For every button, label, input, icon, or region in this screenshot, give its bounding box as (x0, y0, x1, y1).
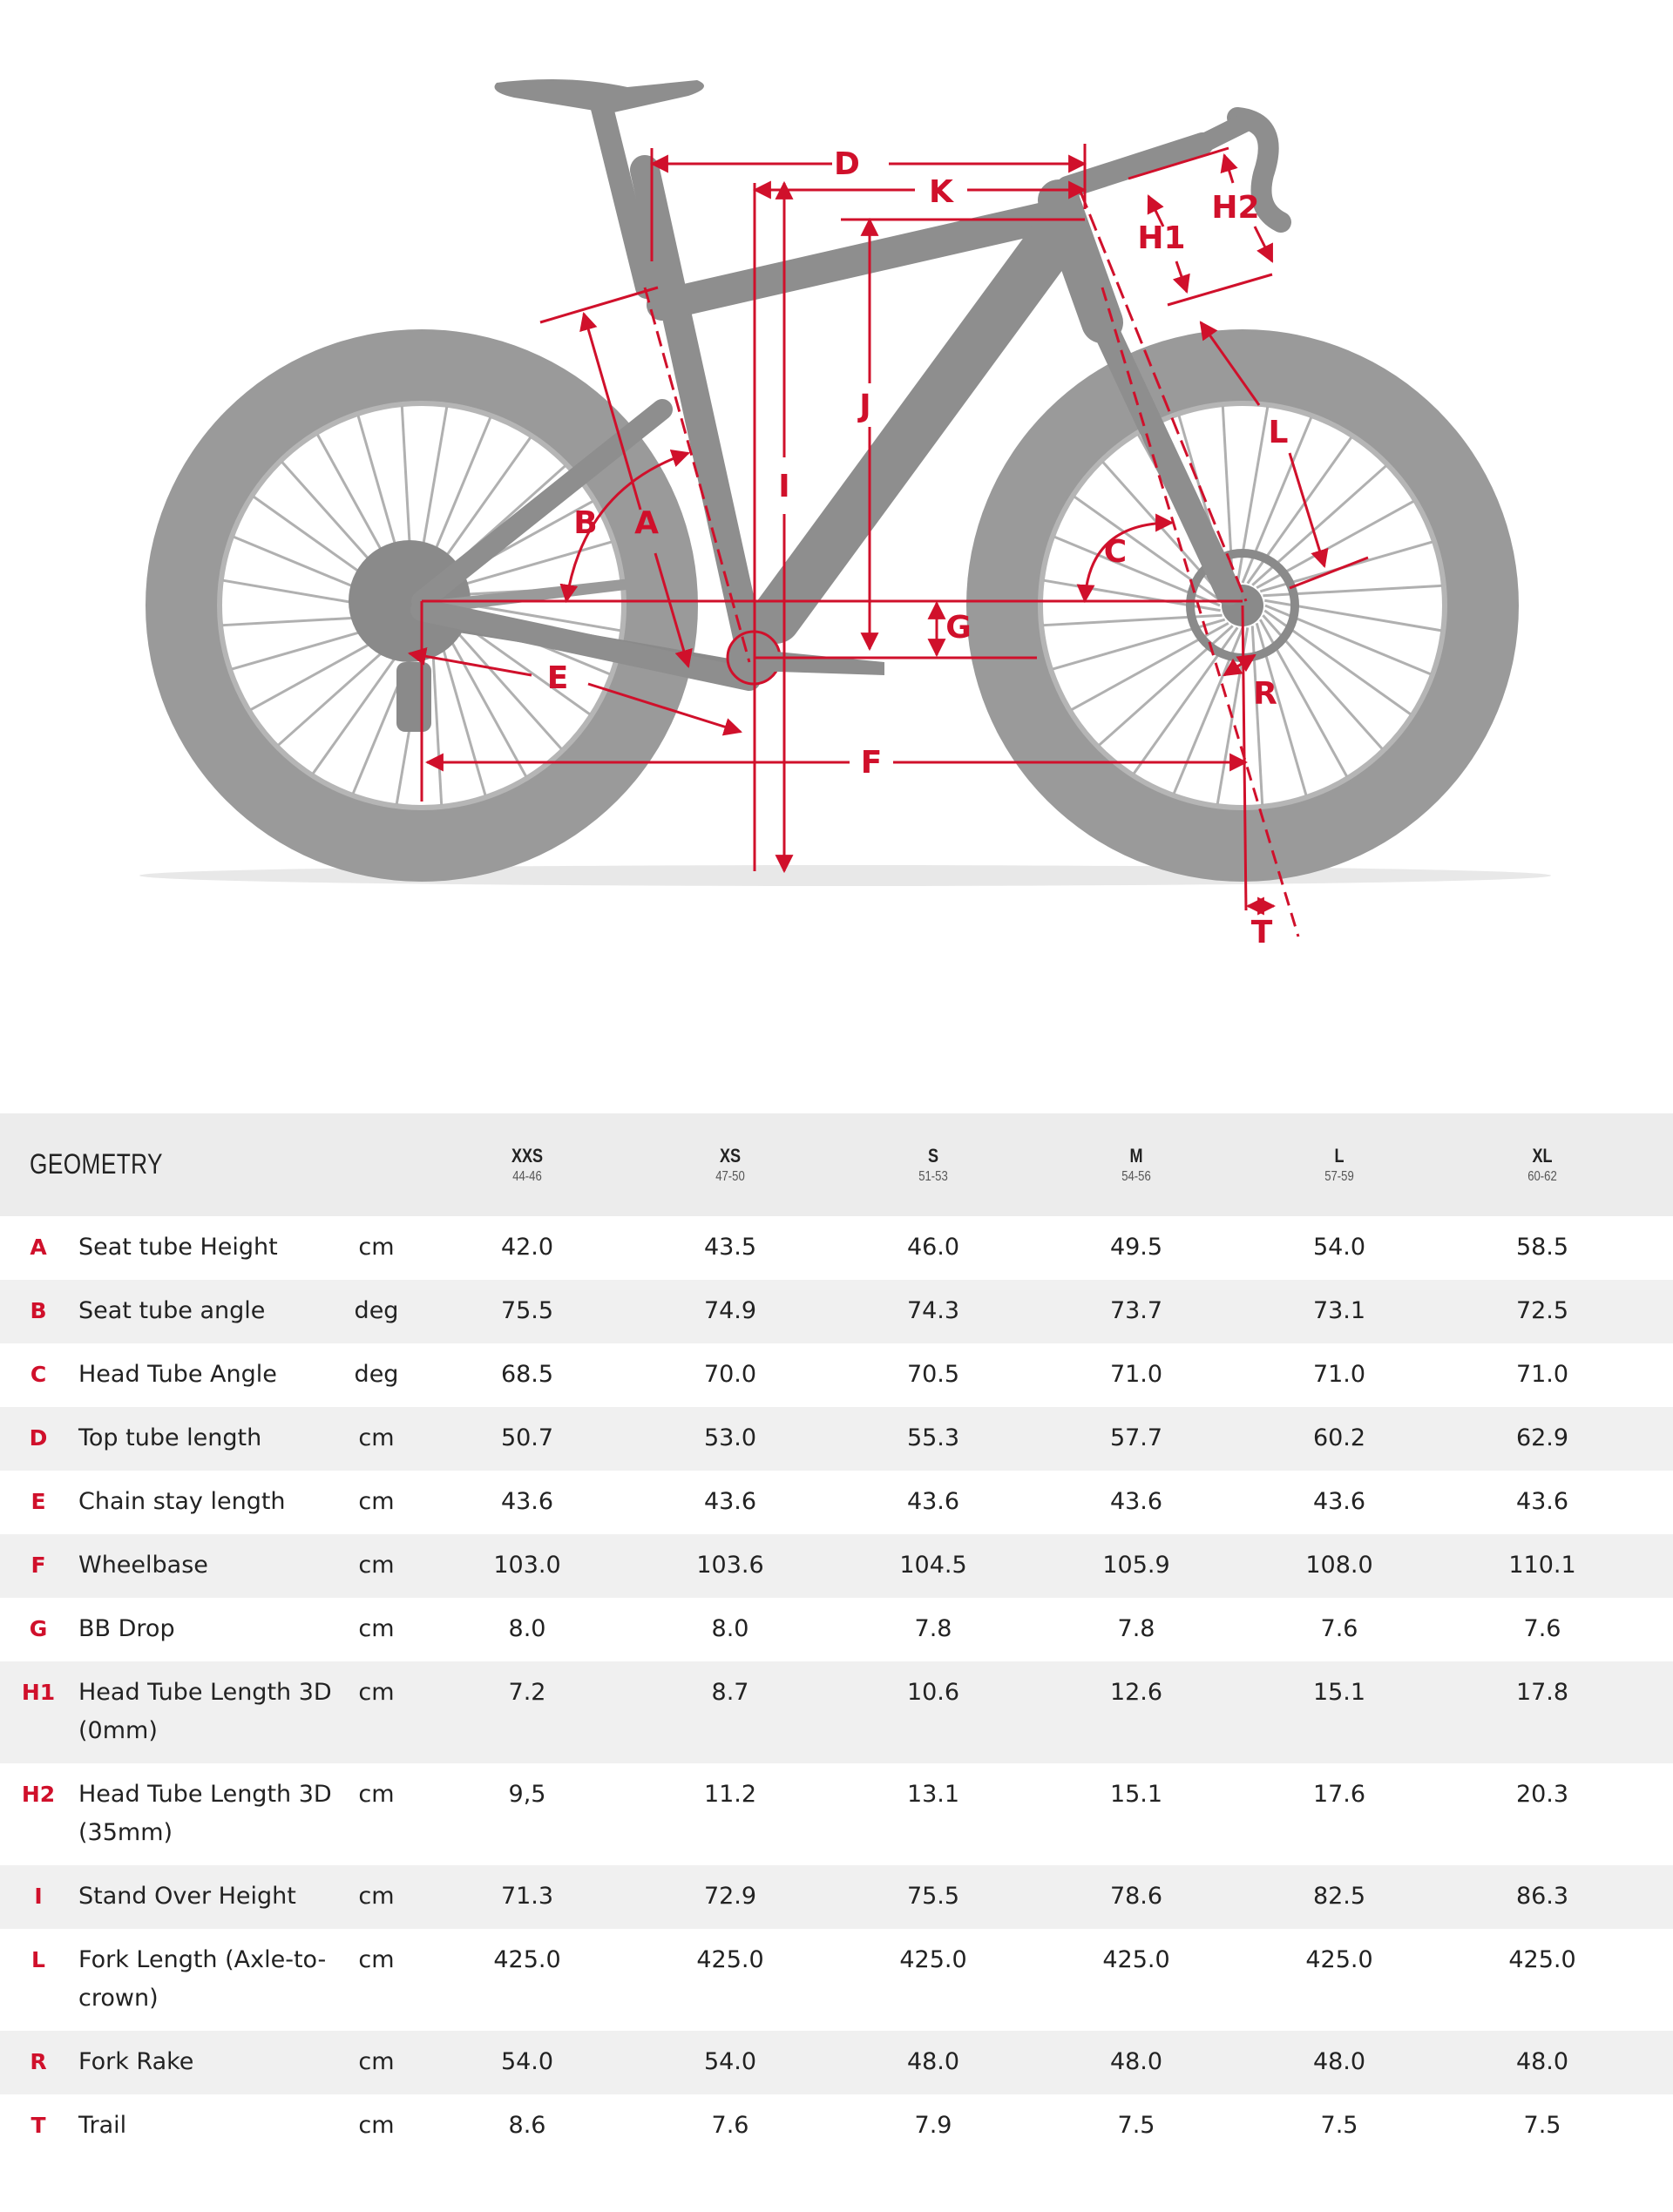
size-name: L (1334, 1145, 1344, 1167)
geometry-table-header (0, 1113, 1673, 1216)
measurement-value-text: 110.1 (1508, 1552, 1576, 1579)
label-G: G (945, 610, 972, 646)
measurement-value-text: 8.6 (508, 2112, 546, 2139)
measurement-value-text: 7.5 (1117, 2112, 1155, 2139)
measurement-value-text: 8.0 (711, 1615, 749, 1642)
measurement-value-text: 75.5 (906, 1883, 960, 1910)
measurement-value-text: 425.0 (696, 1946, 764, 1973)
label-J: J (859, 389, 871, 424)
label-L: L (1268, 415, 1289, 450)
measurement-value-text: 43.5 (703, 1234, 757, 1261)
size-header-m (1049, 1145, 1223, 1185)
crank-arm (749, 649, 884, 675)
measurement-value-text: 71.0 (1515, 1361, 1569, 1388)
table-row (0, 2031, 1673, 2094)
measurement-value-text: 7.5 (1523, 2112, 1561, 2139)
saddle (495, 79, 705, 113)
size-name: XXS (511, 1145, 544, 1167)
size-name: M (1129, 1145, 1143, 1167)
measurement-value-text: 17.8 (1515, 1679, 1569, 1706)
measurement-value-text: 60.2 (1312, 1424, 1366, 1451)
dimension-letter-text: I (34, 1884, 43, 1909)
bike-geometry-diagram (0, 0, 1673, 984)
size-name: S (927, 1145, 939, 1167)
measurement-unit-text: cm (358, 1488, 395, 1515)
measurement-value-text: 42.0 (500, 1234, 554, 1261)
size-name: XS (719, 1145, 742, 1167)
measurement-unit-text: cm (358, 1679, 395, 1706)
measurement-value-text: 58.5 (1515, 1234, 1569, 1261)
table-row (0, 2094, 1673, 2158)
measurement-value-text: 57.7 (1109, 1424, 1163, 1451)
measurement-value-text: 43.6 (1515, 1488, 1569, 1515)
size-name: XL (1532, 1145, 1553, 1167)
measurement-value-text: 74.9 (703, 1297, 757, 1324)
measurement-value-text: 70.0 (703, 1361, 757, 1388)
measurement-unit-text: cm (358, 1883, 395, 1910)
measurement-value-text: 7.5 (1320, 2112, 1358, 2139)
measurement-name: BB Drop (78, 1615, 175, 1642)
dimension-letter-text: H2 (21, 1782, 56, 1807)
label-D: D (834, 146, 860, 182)
measurement-value-text: 7.6 (1320, 1615, 1358, 1642)
dimension-letter-text: T (30, 2113, 46, 2138)
measurement-value-text: 74.3 (906, 1297, 960, 1324)
measurement-unit-text: cm (358, 1552, 395, 1579)
measurement-name: Trail (78, 2112, 127, 2139)
measurement-value-text: 12.6 (1109, 1679, 1163, 1706)
table-row (0, 1216, 1673, 1280)
size-header-s (846, 1145, 1020, 1185)
measurement-unit-text: cm (358, 1234, 395, 1261)
measurement-value-text: 43.6 (906, 1488, 960, 1515)
measurement-value-text: 20.3 (1515, 1781, 1569, 1808)
measurement-value-text: 53.0 (703, 1424, 757, 1451)
measurement-value-text: 11.2 (703, 1781, 757, 1808)
measurement-value-text: 8.7 (711, 1679, 749, 1706)
measurement-value-text: 48.0 (1109, 2048, 1163, 2075)
measurement-value-text: 43.6 (703, 1488, 757, 1515)
size-range: 57-59 (1324, 1169, 1354, 1184)
size-range: 44-46 (512, 1169, 542, 1184)
measurement-value-text: 43.6 (500, 1488, 554, 1515)
measurement-value-text: 55.3 (906, 1424, 960, 1451)
label-I: I (778, 469, 790, 504)
measurement-name: Fork Rake (78, 2048, 194, 2075)
measurement-value-text: 7.6 (711, 2112, 749, 2139)
measurement-name: Seat tube Height (78, 1234, 278, 1261)
table-row (0, 1280, 1673, 1343)
measurement-value-text: 68.5 (500, 1361, 554, 1388)
dimension-letter-text: R (30, 2049, 47, 2074)
measurement-value-text: 9,5 (508, 1781, 546, 1808)
measurement-value-text: 425.0 (1305, 1946, 1373, 1973)
measurement-name: Seat tube angle (78, 1297, 266, 1324)
table-row (0, 1534, 1673, 1598)
dimension-letter-text: L (31, 1947, 45, 1972)
measurement-value-text: 104.5 (899, 1552, 967, 1579)
label-C: C (1103, 534, 1128, 570)
table-row (0, 1407, 1673, 1471)
measurement-unit-text: cm (358, 2048, 395, 2075)
label-H1: H1 (1137, 220, 1186, 256)
measurement-value-text: 13.1 (906, 1781, 960, 1808)
measurement-value-text: 43.6 (1109, 1488, 1163, 1515)
measurement-value-text: 103.6 (696, 1552, 764, 1579)
measurement-value-text: 425.0 (1508, 1946, 1576, 1973)
measurement-value-text: 105.9 (1102, 1552, 1170, 1579)
measurement-value-text: 78.6 (1109, 1883, 1163, 1910)
measurement-value-text: 7.2 (508, 1679, 546, 1706)
label-B: B (573, 505, 598, 541)
dimension-letter-text: D (29, 1425, 48, 1451)
table-row (0, 1929, 1673, 2031)
table-row (0, 1661, 1673, 1763)
table-row (0, 1598, 1673, 1661)
measurement-value-text: 48.0 (1515, 2048, 1569, 2075)
measurement-value-text: 82.5 (1312, 1883, 1366, 1910)
label-F: F (860, 745, 883, 781)
measurement-value-text: 43.6 (1312, 1488, 1366, 1515)
measurement-unit-text: deg (354, 1361, 399, 1388)
dimension-letter-text: C (30, 1362, 47, 1387)
measurement-value-text: 70.5 (906, 1361, 960, 1388)
label-T: T (1250, 915, 1273, 950)
measurement-value-text: 71.0 (1312, 1361, 1366, 1388)
measurement-value-text: 72.9 (703, 1883, 757, 1910)
measurement-value-text: 108.0 (1305, 1552, 1373, 1579)
measurement-value-text: 17.6 (1312, 1781, 1366, 1808)
measurement-value-text: 54.0 (1312, 1234, 1366, 1261)
size-header-xs (643, 1145, 817, 1185)
measurement-value-text: 72.5 (1515, 1297, 1569, 1324)
dimension-letter-text: H1 (21, 1680, 56, 1705)
measurement-value-text: 15.1 (1109, 1781, 1163, 1808)
measurement-value-text: 7.8 (1117, 1615, 1155, 1642)
measurement-value-text: 7.8 (914, 1615, 952, 1642)
size-range: 60-62 (1527, 1169, 1557, 1184)
measurement-value-text: 425.0 (1102, 1946, 1170, 1973)
measurement-value-text: 7.9 (914, 2112, 952, 2139)
measurement-value-text: 48.0 (906, 2048, 960, 2075)
dimension-letter-text: E (30, 1489, 46, 1514)
measurement-value-text: 425.0 (899, 1946, 967, 1973)
measurement-value-text: 48.0 (1312, 2048, 1366, 2075)
size-header-l (1252, 1145, 1426, 1185)
measurement-name: Stand Over Height (78, 1883, 296, 1910)
geometry-table (0, 1113, 1673, 2158)
measurement-value-text: 73.7 (1109, 1297, 1163, 1324)
measurement-name: Head Tube Length 3D (0mm) (78, 1679, 332, 1744)
measurement-unit-text: cm (358, 1615, 395, 1642)
measurement-name: Fork Length (Axle-to-crown) (78, 1946, 327, 2012)
measurement-name: Top tube length (78, 1424, 262, 1451)
label-K: K (929, 174, 953, 210)
size-header-xl (1455, 1145, 1629, 1185)
label-E: E (546, 660, 569, 696)
dimension-letter-text: G (29, 1616, 48, 1641)
measurement-unit-text: cm (358, 1946, 395, 1973)
measurement-unit-text: deg (354, 1297, 399, 1324)
label-H2: H2 (1211, 190, 1260, 226)
measurement-value-text: 103.0 (493, 1552, 561, 1579)
table-row (0, 1865, 1673, 1929)
measurement-value-text: 62.9 (1515, 1424, 1569, 1451)
table-row (0, 1343, 1673, 1407)
size-range: 54-56 (1121, 1169, 1151, 1184)
dimension-letter-text: B (30, 1298, 47, 1323)
measurement-value-text: 15.1 (1312, 1679, 1366, 1706)
measurement-value-text: 86.3 (1515, 1883, 1569, 1910)
measurement-name: Chain stay length (78, 1488, 286, 1515)
label-R: R (1253, 676, 1277, 712)
measurement-value-text: 75.5 (500, 1297, 554, 1324)
measurement-value-text: 49.5 (1109, 1234, 1163, 1261)
measurement-value-text: 54.0 (703, 2048, 757, 2075)
size-range: 47-50 (715, 1169, 745, 1184)
measurement-unit-text: cm (358, 1424, 395, 1451)
dimension-letter-text: F (30, 1552, 46, 1578)
measurement-value-text: 71.3 (500, 1883, 554, 1910)
measurement-value-text: 50.7 (500, 1424, 554, 1451)
geometry-title: GEOMETRY (30, 1148, 163, 1180)
measurement-value-text: 73.1 (1312, 1297, 1366, 1324)
size-range: 51-53 (918, 1169, 948, 1184)
measurement-value-text: 425.0 (493, 1946, 561, 1973)
measurement-name: Wheelbase (78, 1552, 208, 1579)
measurement-value-text: 71.0 (1109, 1361, 1163, 1388)
measurement-unit-text: cm (358, 1781, 395, 1808)
size-header-xxs (440, 1145, 614, 1185)
measurement-value-text: 46.0 (906, 1234, 960, 1261)
dimension-letter-text: A (30, 1235, 47, 1260)
measurement-value-text: 54.0 (500, 2048, 554, 2075)
measurement-name: Head Tube Length 3D (35mm) (78, 1781, 332, 1846)
label-A: A (634, 505, 659, 541)
table-row (0, 1471, 1673, 1534)
measurement-unit-text: cm (358, 2112, 395, 2139)
measurement-value-text: 7.6 (1523, 1615, 1561, 1642)
measurement-name: Head Tube Angle (78, 1361, 277, 1388)
measurement-value-text: 10.6 (906, 1679, 960, 1706)
table-row (0, 1763, 1673, 1865)
geometry-rows (0, 1216, 1673, 2158)
measurement-value-text: 8.0 (508, 1615, 546, 1642)
